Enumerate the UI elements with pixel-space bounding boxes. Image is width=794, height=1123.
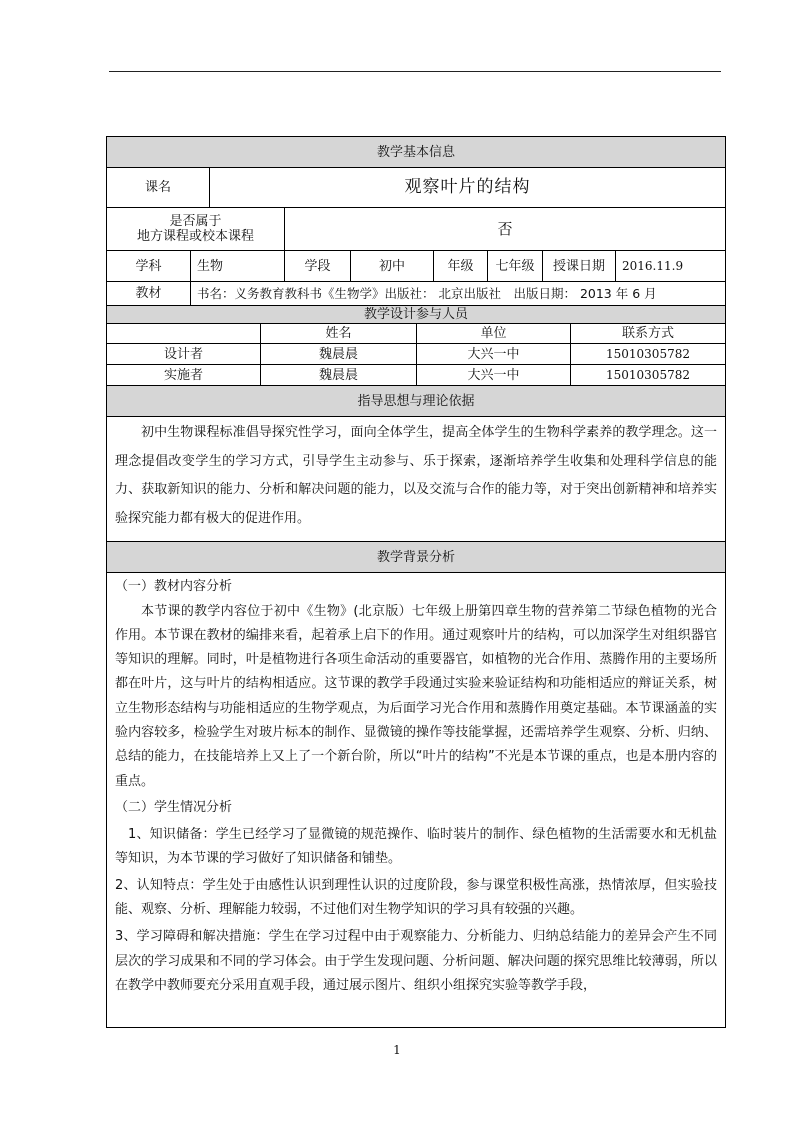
background-section: [107, 573, 725, 999]
basic-info-header: 教学基本信息: [376, 144, 455, 160]
theory-text: 初中生物课程标准倡导探究性学习，面向全体学生，提高全体学生的生物科学素养的教学理念。这一理念提倡改变学生的学习方式，引导学生主动参与、乐于探索，逐渐培养学生收集和处理科学信息的能力、获取新知识的能力、分析和解决问题的能力，以及交流与合作的能力等，对于突出创新精神和培养实验探究能力都有极大的促进作用。: [115, 425, 717, 526]
student-item: 2、认知特点：学生处于由感性认识到理性认识的过度阶段，参与课堂积极性高涨，热情浓厚，但实验技能、观察、分析、理解能力较弱，不过他们对生物学知识的学习具有较强的兴趣。: [115, 877, 717, 918]
participant-row-designer: [107, 344, 725, 365]
local-course-label: [107, 208, 285, 250]
design-header-row: [107, 306, 725, 324]
participants-header-row: [107, 324, 725, 344]
course-title: 观察叶片的结构: [404, 177, 531, 197]
date-value: 2016.11.9: [622, 258, 684, 273]
participant-role: 实施者: [107, 365, 261, 385]
participants-unit-header: 单位: [417, 324, 571, 343]
participant-name: 魏晨晨: [261, 344, 417, 364]
grade-label: 年级: [434, 251, 488, 281]
participant-unit: 大兴一中: [417, 365, 571, 385]
student-subtitle: （二）学生情况分析: [115, 799, 233, 815]
material-subtitle: （一）教材内容分析: [115, 579, 233, 594]
stage-label: 学段: [285, 251, 351, 281]
subject-label: 学科: [107, 251, 191, 281]
textbook-value: 书名：义务教育教科书《生物学》出版社： 北京出版社 出版日期： 2013 年 6 月: [197, 286, 657, 301]
subject-value: 生物: [191, 251, 285, 281]
textbook-label: 教材: [107, 282, 191, 305]
local-course-value: 否: [497, 219, 513, 238]
course-label: 课名: [107, 168, 210, 207]
stage-value: 初中: [351, 251, 434, 281]
participants-phone-header: 联系方式: [621, 326, 674, 341]
background-header-row: [107, 542, 725, 573]
participant-phone: 15010305782: [606, 346, 690, 361]
date-label: 授课日期: [543, 251, 616, 281]
participant-row-implementer: [107, 365, 725, 386]
page-number: 1: [393, 1043, 401, 1057]
local-course-label-line2: 地方课程或校本课程: [136, 229, 254, 244]
course-row: [107, 168, 725, 208]
student-item: 3、学习障碍和解决措施：学生在学习过程中由于观察能力、分析能力、归纳总结能力的差异会产生不同层次的学习成果和不同的学习体会。由于学生发现问题、分析问题、解决问题的探究思维比较薄弱，所以在教学中教师要充分采用直观手段，通过展示图片、组织小组探究实验等教学手段，: [115, 928, 717, 994]
participant-name: 魏晨晨: [261, 365, 417, 385]
background-header: 教学背景分析: [376, 549, 455, 565]
theory-header-row: [107, 386, 725, 417]
participants-name-header: 姓名: [261, 324, 417, 343]
local-course-label-line1: 是否属于: [169, 214, 222, 229]
textbook-row: [107, 282, 725, 306]
subject-row: [107, 251, 725, 282]
participant-phone: 15010305782: [606, 367, 690, 382]
theory-header: 指导思想与理论依据: [357, 393, 475, 409]
lesson-plan-table: [106, 136, 726, 1028]
basic-info-header-row: [107, 137, 725, 168]
material-text: 本节课的教学内容位于初中《生物》(北京版）七年级上册第四章生物的营养第二节绿色植物的光合作用。本节课在教材的编排来看，起着承上启下的作用。通过观察叶片的结构，可以加深学生对组织器官等知识的理解。同时，叶是植物进行各项生命活动的重要器官，如植物的光合作用、蒸腾作用的主要场所都在叶片，这与叶片的结构相适应。这节课的教学手段通过实验来验证结构和功能相适应的辩证关系，树立生物形态结构与功能相适应的生物学观点，为后面学习光合作用和蒸腾作用奠定基础。本节课涵盖的实验内容较多，检验学生对玻片标本的制作、显微镜的操作等技能掌握，还需培养学生观察、分析、归纳、总结的能力，在技能培养上又上了一个新台阶，所以“叶片的结构”不光是本节课的重点，也是本册内容的重点。: [115, 603, 717, 789]
participant-unit: 大兴一中: [417, 344, 571, 364]
participants-role-col: [107, 324, 261, 343]
theory-section: [107, 417, 725, 542]
grade-value: 七年级: [488, 251, 543, 281]
header-rule: [109, 71, 721, 72]
student-item: 1、知识储备：学生已经学习了显微镜的规范操作、临时装片的制作、绿色植物的生活需要水和无机盐等知识，为本节课的学习做好了知识储备和铺垫。: [115, 826, 717, 867]
local-course-row: [107, 208, 725, 251]
design-header: 教学设计参与人员: [363, 307, 468, 322]
participant-role: 设计者: [107, 344, 261, 364]
